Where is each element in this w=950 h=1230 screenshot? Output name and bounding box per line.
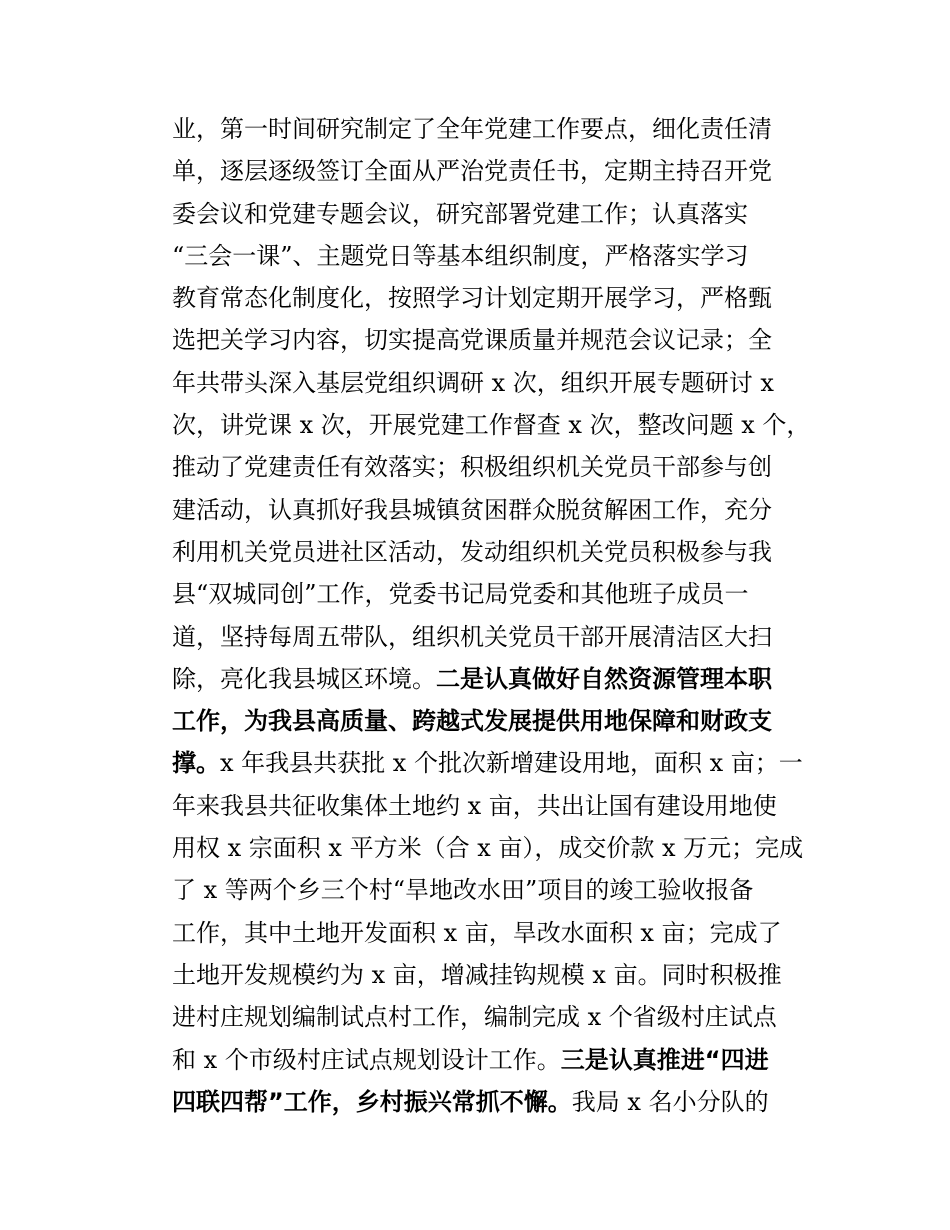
text-line: [172, 1039, 812, 1081]
text-segment: 除，亮化我县城区环境。: [172, 664, 436, 693]
text-line: [172, 573, 812, 615]
text-line: [172, 108, 812, 150]
text-segment: 年共带头深入基层党组织调研 x 次，组织开展专题研讨 x: [172, 368, 774, 397]
text-line: [172, 869, 812, 911]
text-segment: 县“双城同创”工作，党委书记局党委和其他班子成员一: [172, 580, 749, 609]
text-line: [172, 658, 812, 700]
text-line: [172, 404, 812, 446]
bold-heading-segment: 工作，为我县高质量、跨越式发展提供用地保障和财政支: [172, 707, 772, 736]
text-line: [172, 446, 812, 488]
text-line: [172, 912, 812, 954]
text-line: [172, 235, 812, 277]
text-segment: 进村庄规划编制试点村工作，编制完成 x 个省级村庄试点: [172, 1003, 777, 1032]
text-segment: 用权 x 宗面积 x 平方米（合 x 亩），成交价款 x 万元；完成: [172, 834, 804, 863]
text-segment: “三会一课”、主题党日等基本组织制度，严格落实学习: [172, 241, 749, 270]
text-line: [172, 319, 812, 361]
bold-heading-segment: 二是认真做好自然资源管理本职: [436, 664, 772, 693]
text-line: [172, 1081, 812, 1123]
text-segment: 业，第一时间研究制定了全年党建工作要点，细化责任清: [172, 115, 772, 143]
text-segment: 单，逐层逐级签订全面从严治党责任书，定期主持召开党: [172, 157, 772, 186]
text-segment: x 年我县共获批 x 个批次新增建设用地，面积 x 亩；一: [220, 749, 803, 778]
bold-heading-segment: 四联四帮”工作，乡村振兴常抓不懈。: [172, 1087, 572, 1116]
text-line: [172, 489, 812, 531]
text-segment: 土地开发规模约为 x 亩，增减挂钩规模 x 亩。同时积极推: [172, 960, 782, 989]
text-segment: 年来我县共征收集体土地约 x 亩，共出让国有建设用地使: [172, 791, 777, 820]
text-line: [172, 996, 812, 1038]
text-segment: 次，讲党课 x 次，开展党建工作督查 x 次，整改问题 x 个，: [172, 411, 811, 440]
text-line: [172, 531, 812, 573]
bold-heading-segment: 三是认真推进“四进: [560, 1045, 769, 1074]
text-segment: 工作，其中土地开发面积 x 亩，旱改水面积 x 亩；完成了: [172, 918, 782, 947]
text-line: [172, 193, 812, 235]
text-segment: 我局 x 名小分队的: [571, 1087, 769, 1116]
text-line: [172, 742, 812, 784]
text-line: [172, 362, 812, 404]
text-line: [172, 700, 812, 742]
text-line: [172, 277, 812, 319]
text-segment: 建活动，认真抓好我县城镇贫困群众脱贫解困工作，充分: [172, 495, 772, 524]
text-segment: 道，坚持每周五带队，组织机关党员干部开展清洁区大扫: [172, 622, 772, 651]
text-segment: 和 x 个市级村庄试点规划设计工作。: [172, 1045, 561, 1074]
text-segment: 委会议和党建专题会议，研究部署党建工作；认真落实: [172, 199, 748, 228]
text-line: [172, 954, 812, 996]
text-segment: 教育常态化制度化，按照学习计划定期开展学习，严格甄: [172, 284, 772, 313]
text-segment: 推动了党建责任有效落实；积极组织机关党员干部参与创: [172, 453, 772, 482]
bold-heading-segment: 撑。: [172, 749, 220, 778]
text-segment: 利用机关党员进社区活动，发动组织机关党员积极参与我: [172, 537, 772, 566]
text-line: [172, 827, 812, 869]
text-line: [172, 785, 812, 827]
text-segment: 了 x 等两个乡三个村“旱地改水田”项目的竣工验收报备: [172, 876, 754, 905]
body-text: [172, 108, 812, 1123]
text-segment: 选把关学习内容，切实提高党课质量并规范会议记录；全: [172, 326, 772, 355]
text-line: [172, 150, 812, 192]
text-line: [172, 616, 812, 658]
